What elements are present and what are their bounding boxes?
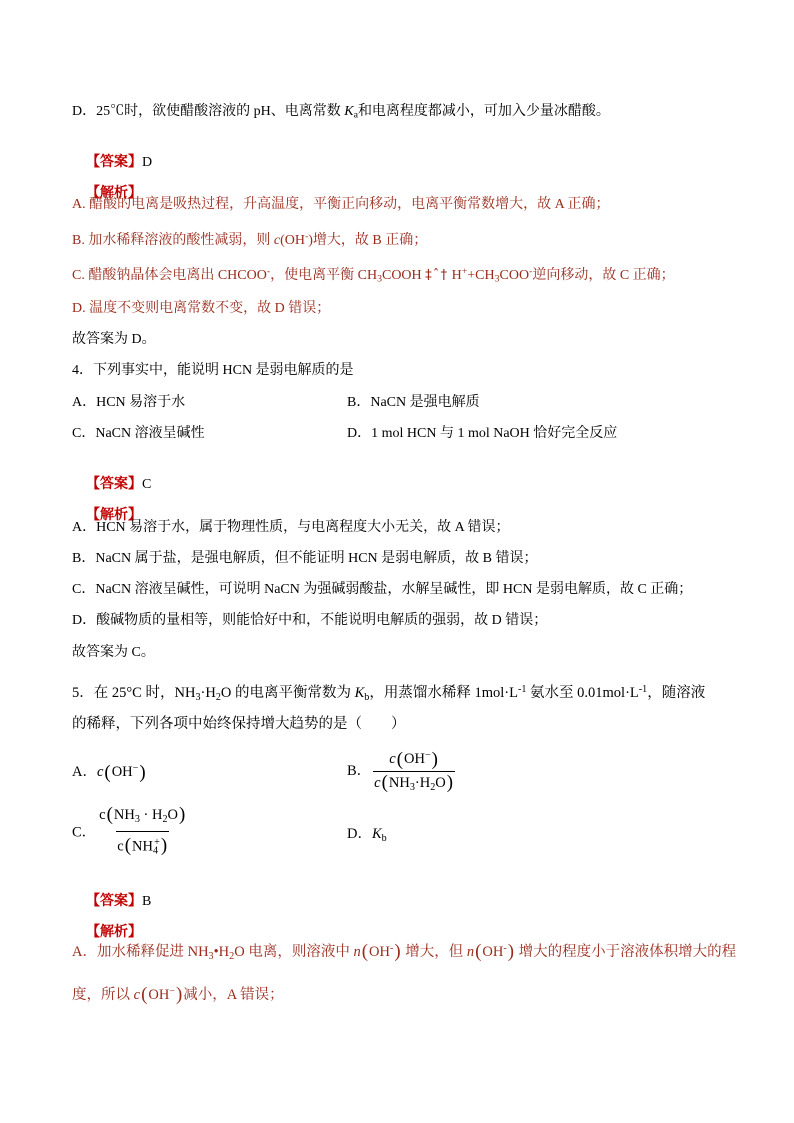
- answer-value: B: [142, 894, 152, 909]
- text-run: O: [167, 806, 179, 823]
- text-run: NH: [113, 806, 135, 823]
- parenthesis: (: [361, 941, 368, 963]
- italic-symbol: c: [273, 232, 281, 248]
- text-run: C．: [72, 824, 97, 841]
- analysis-label: 【解析】: [86, 508, 142, 523]
- text-run: NH: [174, 685, 196, 702]
- text-run: NH: [132, 838, 153, 855]
- text-run: C. 醋酸钠晶体会电离出 CHCOO: [72, 267, 267, 283]
- text-run: 逆向移动，故 C 正确；: [532, 267, 675, 283]
- parenthesis: ): [176, 984, 183, 1006]
- text-run: OH: [369, 944, 390, 961]
- text-run: 的稀释，下列各项中始终保持增大趋势的是（ ）: [72, 716, 406, 732]
- text-run: B．: [347, 763, 372, 780]
- text-run: +CH: [467, 267, 495, 283]
- q4-analysis-line-a: A．HCN 易溶于水，属于物理性质，与电离程度大小无关，故 A 错误；: [72, 520, 510, 535]
- text-run: A．加水稀释促进 NH: [72, 944, 209, 961]
- text-run: COO: [499, 267, 530, 283]
- fraction-denominator: [116, 831, 169, 862]
- q5-option-d: [347, 805, 387, 861]
- superscript: -: [266, 266, 271, 277]
- text-run: NH: [388, 774, 410, 791]
- subscript: b: [364, 691, 370, 703]
- superscript: -: [529, 266, 533, 277]
- parenthesis: ): [446, 771, 454, 793]
- equilibrium-arrow-glyphs: ‡ˆ†: [425, 267, 449, 283]
- q5-analysis-line-a-cont: [72, 982, 284, 1006]
- q4-analysis-line-d: D．酸碱物质的量相等，则能恰好中和，不能说明电解质的强弱，故 D 错误；: [72, 613, 548, 628]
- text-run: A．: [72, 764, 97, 781]
- text-run: D．: [347, 826, 372, 843]
- superscript: +: [461, 266, 468, 277]
- superscript: −: [424, 750, 431, 762]
- q3-analysis-line-b: [72, 227, 427, 247]
- italic-symbol: c: [96, 764, 104, 781]
- q4-option-b: B．NaCN 是强电解质: [347, 395, 480, 410]
- parenthesis: (: [396, 748, 403, 770]
- q4-stem: 4．下列事实中，能说明 HCN 是弱电解质的是: [72, 363, 354, 378]
- q5-answer-line: [72, 872, 152, 909]
- q4-conclusion: 故答案为 C。: [72, 645, 155, 660]
- q5-analysis-line-a: [72, 939, 737, 963]
- text-run: )增大，故 B 正确；: [308, 232, 428, 248]
- q5-stem-line-1: [72, 680, 706, 703]
- subscript: a: [353, 109, 358, 121]
- parenthesis: ): [431, 748, 438, 770]
- subscript: b: [381, 832, 387, 844]
- superscript: -1: [638, 684, 648, 695]
- q4-analysis-line-b: B．NaCN 属于盐，是强电解质，但不能证明 HCN 是弱电解质，故 B 错误；: [72, 551, 538, 566]
- text-run: 增大的程度小于溶液体积增大的程: [515, 944, 737, 961]
- text-run: ·H: [414, 774, 431, 791]
- answer-value: D: [142, 155, 153, 170]
- parenthesis: (: [106, 804, 113, 826]
- text-run: A. 醋酸的电离是吸热过程，升高温度，平衡正向移动，电离平衡常数增大，故 A 正确；: [72, 197, 610, 212]
- subscript: 2: [215, 691, 221, 703]
- superscript: −: [169, 986, 176, 997]
- italic-symbol: n: [353, 944, 361, 961]
- text-run: OH: [148, 987, 170, 1004]
- option-content: [72, 804, 187, 862]
- q4-option-a: A．HCN 易溶于水: [72, 395, 186, 410]
- answer-label: 【答案】: [86, 155, 142, 170]
- parenthesis: ): [179, 804, 186, 826]
- subscript: 3: [134, 813, 140, 825]
- parenthesis: (: [124, 835, 131, 857]
- fraction: [373, 745, 455, 798]
- q3-analysis-line-d: [72, 299, 330, 319]
- text-run: 氨水至 0.01mol·L: [526, 685, 639, 702]
- q3-analysis-line-a: [72, 195, 609, 215]
- q4-analysis-heading: [72, 486, 142, 523]
- text-run: OH: [482, 944, 504, 961]
- text-run: 5．在 25°C 时，: [72, 685, 175, 702]
- text-run: O 电离，则溶液中: [234, 944, 354, 961]
- subscript: 2: [162, 813, 168, 825]
- q4-analysis-line-c: C．NaCN 溶液呈碱性，可说明 NaCN 为强碱弱酸盐，水解呈碱性，即 HCN 是弱电解质，故 C 正确；: [72, 582, 693, 597]
- superscript: +: [154, 836, 160, 848]
- answer-label: 【答案】: [86, 477, 142, 492]
- fraction-denominator: [373, 771, 455, 799]
- italic-symbol: c: [389, 751, 396, 768]
- superscript: −: [132, 763, 139, 775]
- q5-option-b: [347, 744, 455, 800]
- italic-symbol: c: [133, 987, 141, 1004]
- parenthesis: ): [507, 941, 514, 963]
- fraction: [98, 804, 187, 862]
- text-run: 和电离程度都减小，可加入少量冰醋酸。: [357, 104, 610, 119]
- text-run: H: [448, 267, 462, 283]
- q3-analysis-heading: [72, 164, 142, 201]
- text-run: O: [220, 685, 232, 702]
- superscript: -: [389, 943, 394, 954]
- analysis-label: 【解析】: [86, 925, 142, 940]
- superscript: -1: [517, 684, 527, 695]
- text-run: 减小，A 错误；: [183, 987, 284, 1004]
- text-run: D. 温度不变则电离常数不变，故 D 错误；: [72, 301, 331, 316]
- text-run: COOH: [381, 267, 426, 283]
- answer-label: 【答案】: [86, 894, 142, 909]
- q4-option-d: D．1 mol HCN 与 1 mol NaOH 恰好完全反应: [347, 426, 618, 441]
- text-run: · H: [139, 806, 163, 823]
- italic-symbol: c: [374, 774, 381, 791]
- text-run: ，随溶液: [647, 685, 706, 702]
- italic-symbol: K: [344, 104, 354, 119]
- subscript: 3: [409, 781, 415, 793]
- parenthesis: (: [381, 771, 388, 793]
- text-run: c: [99, 806, 106, 823]
- text-run: 的电离平衡常数为: [231, 685, 355, 702]
- option-content: [72, 760, 147, 783]
- q3-conclusion: 故答案为 D。: [72, 332, 156, 347]
- text-run: D．25℃时，欲使醋酸溶液的 pH、电离常数: [72, 104, 345, 119]
- text-run: 度，所以: [72, 987, 134, 1004]
- q4-option-c: C．NaCN 溶液呈碱性: [72, 426, 205, 441]
- q3-answer-line: [72, 133, 153, 170]
- subscript: 3: [208, 950, 214, 962]
- fraction-numerator: [388, 745, 440, 770]
- superscript: -: [503, 943, 507, 954]
- text-run: •H: [213, 944, 230, 961]
- parenthesis: ): [394, 941, 401, 963]
- text-run: 增大，但: [401, 944, 467, 961]
- subscript: 3: [494, 273, 500, 285]
- superscript: -: [304, 231, 309, 242]
- italic-symbol: n: [466, 944, 475, 961]
- italic-symbol: K: [354, 685, 365, 702]
- subscript: 3: [195, 691, 201, 703]
- subscript: 3: [377, 273, 382, 285]
- text-run: OH: [111, 764, 133, 781]
- q5-option-c: [72, 805, 187, 861]
- q3-option-d: [72, 102, 610, 122]
- q5-option-a: [72, 744, 147, 800]
- q5-stem-line-2: [72, 714, 406, 734]
- subscript: 4: [152, 845, 159, 857]
- text-run: ·H: [200, 685, 216, 702]
- q5-analysis-heading: [72, 903, 142, 940]
- text-run: (OH: [280, 232, 305, 248]
- text-run: c: [117, 838, 124, 855]
- parenthesis: (: [104, 761, 111, 783]
- text-run: ，使电离平衡 CH: [270, 267, 378, 283]
- text-run: OH: [403, 751, 425, 768]
- text-run: ，用蒸馏水稀释 1mol·L: [369, 685, 518, 702]
- fraction-numerator: [98, 804, 187, 831]
- parenthesis: ): [139, 761, 146, 783]
- parenthesis: ): [160, 835, 168, 857]
- italic-symbol: K: [371, 826, 382, 843]
- option-content: [347, 822, 387, 844]
- answer-value: C: [142, 477, 152, 492]
- text-run: O: [435, 774, 446, 791]
- text-run: B. 加水稀释溶液的酸性减弱，则: [72, 232, 274, 248]
- analysis-label: 【解析】: [86, 186, 142, 201]
- option-content: [347, 745, 455, 798]
- q3-analysis-line-c: [72, 262, 675, 285]
- q4-answer-line: [72, 455, 152, 492]
- subscript: 2: [430, 781, 436, 793]
- parenthesis: (: [141, 984, 148, 1006]
- subscript: 2: [229, 950, 235, 962]
- parenthesis: (: [475, 941, 482, 963]
